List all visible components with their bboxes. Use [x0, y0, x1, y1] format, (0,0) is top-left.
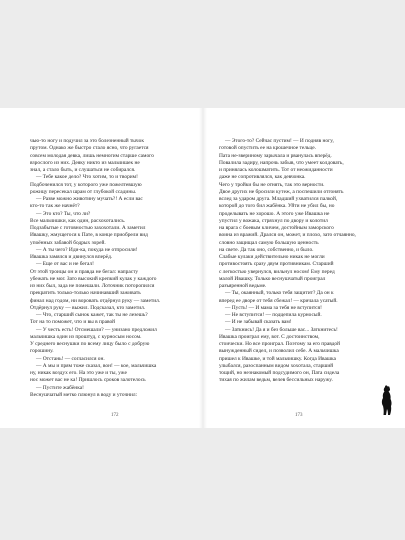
right-page-line: — Заткнись! Да я и без больше вас... Заткнитесь! — [225, 326, 338, 333]
left-page-line: прекратить только-только начинавший заживать — [30, 290, 141, 297]
left-page-line: рожицу пересекал шрам от глубокой ссадины. — [30, 188, 137, 195]
left-page-number: 172 — [111, 413, 119, 418]
left-page-line: ну, никак воздух его. На это уже и ты, уже — [30, 370, 127, 376]
left-page-line: — Еще от вас и не бегал! — [36, 261, 94, 268]
right-page-line: тихая по жилам ведьм, велев бессильных наружу. — [219, 377, 333, 384]
right-page-line: улыбался, разоспанным видом хохотала, старший — [219, 362, 334, 369]
left-page-line: От этой троицы он и правда не бегал: напрасту — [30, 268, 139, 275]
right-page-line: проделывать не хорошо. А этого уже Ивашка не — [219, 210, 330, 217]
right-page-line: с легкостью увернулся, вильнул носом! Ему перед — [219, 268, 335, 275]
left-page-line: из них был, зада не помешали. Лоточник поторопился — [30, 283, 155, 289]
left-page-line: — У честь есть! Отсмешали? — унизано предложил — [36, 326, 157, 333]
right-page-line: вслед за ударом друга. Младший ухватился палкой, — [219, 196, 338, 202]
right-page-number: 173 — [295, 413, 303, 418]
right-page-line: на врага с боевым кличем, достойным заморского — [219, 225, 334, 231]
left-page-line: совсем молодая девка, лишь немногим старше самого — [30, 152, 154, 159]
right-page-line: словно защищал самую большую ценность — [219, 239, 319, 246]
right-page-line: тощий, но незнакомый подсудимого он, Пата сидела — [219, 370, 340, 376]
right-page-line: малой Ивашку. Только веснушчатый проиграл — [219, 275, 326, 282]
right-page-line: упустил у вожака, стряхнул по двору и колотил — [219, 217, 328, 224]
left-page-line: Подбоченился тот, у которого уже пожелтевшую — [30, 181, 142, 188]
left-page-line: — А мы и прям тоже сказал, вон! — кое, мальчишка — [36, 362, 157, 369]
left-page-line: Все мальчишки, как один, расхохотались. — [30, 217, 126, 224]
left-page-line: кто-то так же начнёт? — [30, 203, 80, 210]
left-page-line: — Разве можно животину мучать?! А если вас — [36, 196, 143, 202]
left-page-line: финал над годом, ни воровать отдёрнул руку — заметил. — [30, 297, 161, 304]
bear-silhouette-icon — [378, 384, 394, 416]
right-page-line: стоически. Но все проиграл. Поэтому за его правдой — [219, 341, 341, 347]
right-page-line: Двое других не бросили кутеж, а поспешили отгонять — [219, 188, 344, 195]
left-page-line: — Тебе какое дело? Что хотим, то и творим! — [36, 174, 138, 181]
right-page-line: на свете. Да так оно, собственно, и было. — [219, 246, 314, 253]
right-page-line: даже не сопротивлялся, как девчонка. — [219, 174, 306, 181]
left-page-line: — Что, старший сынок кажет, так ты не лезешь? — [36, 312, 148, 318]
left-page-line: Веснушчатый метко плюнул в воду и уточнил: — [30, 391, 138, 398]
right-page-line: Слабые кулаки действительно никак не могли — [219, 254, 325, 260]
left-page-line: Ивашку, жмущегося к Пате, в конце приобрели вид — [30, 232, 148, 239]
left-page-line: взрослого из них. Деяку никто из мальчишек не — [30, 159, 140, 166]
right-page-text — [219, 138, 375, 385]
right-page-line: вынужденный сидел, и позволил себе. А мальчишка — [219, 348, 339, 355]
right-page-line: противостоять сразу двум противникам. Старший — [219, 261, 334, 268]
right-page-line: Чего у тройки бы не отнять, так это верности. — [219, 181, 325, 188]
left-page-line: знал, а стало быть, и слушаться не собирался. — [30, 167, 136, 173]
left-page-line: Подзабытые с готовностью захохотали. А заметил — [30, 225, 146, 231]
right-page-line: которой до того бил жабёнка. Уйти не убил бы, но — [219, 203, 335, 210]
right-page-line: Пата не-звериному зарычала и рванулась вперёд. — [219, 152, 332, 159]
left-page-line: чью-то ногу и подучил за это болезненный тычок — [30, 138, 144, 144]
left-page-line: Отдёрнул руку — выжил. Подсказал, кто заметил. — [30, 304, 146, 311]
left-page-line: У среднего веснушки по всему лицу было с добрую — [30, 341, 150, 347]
left-page-line: — Это кто? Ты, что ли? — [36, 210, 91, 217]
left-page-line: прутом. Однако же быстро стало ясно, что ругается — [30, 145, 149, 152]
left-page-line: Тот на то поможет, что и вы в правой — [30, 319, 116, 326]
left-page-line: горошину. — [30, 348, 54, 355]
right-page-line: разъяренной ведьме. — [219, 283, 267, 289]
left-page-line: упоённых забавой бодрых зорей. — [30, 239, 106, 246]
left-page-line: убежать не мог. Зато высокий крепкий кулак у каждого — [30, 275, 157, 282]
right-page-line: — Не вступится! — подцепила курносый. — [225, 312, 322, 318]
right-page-line: — Пусть! — И мама за тебя не вступится! — [225, 304, 322, 311]
right-page-line: пришел к Ивашке, и той мальчишку. Когда Ивашка — [219, 355, 336, 362]
right-page-line: — И не забывай сказать вам! — [225, 319, 292, 326]
left-page-line: — Отстань! — согласился он. — [36, 355, 105, 362]
right-page-line: Повалила задиру, напрочь забыв, что умеет колдовать, — [219, 159, 344, 166]
left-page-line: мальчишка один из проштуд, с курносым носом. — [30, 333, 142, 340]
right-page-line: вперед ее дворе от тебя сбежал! — кричала усатый. — [219, 297, 338, 304]
left-page-line: — Пустите жабёнка! — [36, 384, 84, 391]
right-page-line: и принялась колошматить. Тот от неожиданности — [219, 167, 333, 173]
right-page-line: готовой опустить ее на крошечное тельце. — [219, 145, 316, 152]
book-spread — [0, 108, 405, 428]
left-page — [0, 108, 202, 428]
right-page-line: Ивашка проиграл ему, вот. С достоинством, — [219, 333, 320, 340]
right-page — [203, 108, 405, 428]
left-page-text — [30, 138, 186, 399]
left-page-line: Ивашка замялся и двинулся вперёд. — [30, 254, 113, 260]
right-page-line: — Ты, окаянный, только тебя защитит? Да он к — [225, 290, 334, 297]
right-page-line: воина из вражий. Дрался он, может, и плохо, зато отчаянно, — [219, 232, 356, 239]
left-page-line: нос может вас не ка! Пришлось сроков залотелось — [30, 377, 146, 384]
left-page-line: — А ты чего? Иди-ка, покуда не отпросили! — [36, 246, 138, 253]
right-page-line: — Этого-то? Сейчас пустим! — И подняв ногу, — [225, 138, 334, 144]
